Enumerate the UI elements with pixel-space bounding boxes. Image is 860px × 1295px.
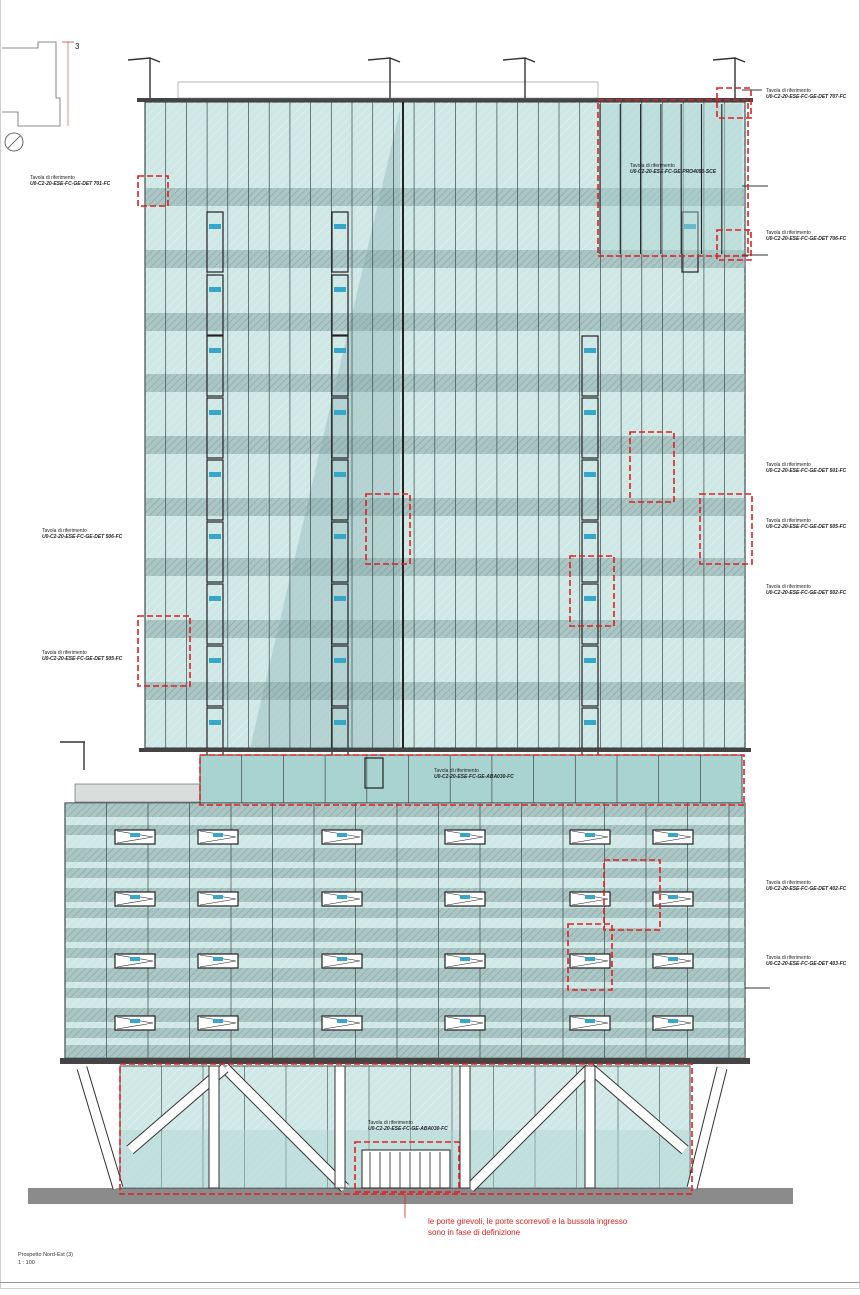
reference-label: Tavola di riferimento U0-C2-20-ESE-FC-GE-ABA030-FC <box>434 768 514 781</box>
reference-label: Tavola di riferimento U0-C2-20-ESE-FC-GE-DET 706-FC <box>766 230 847 243</box>
drawing-title-block <box>18 1252 73 1267</box>
reference-label: Tavola di riferimento U0-C2-20-ESE-FC-GE-ABA030-FC <box>368 1120 448 1133</box>
drawing-scale: 1 : 100 <box>18 1259 35 1266</box>
drawing-title: Prospetto Nord-Est (3) <box>18 1252 74 1258</box>
reference-label: Tavola di riferimento U0-C2-20-ESE-FC-GE-DET 707-FC <box>766 88 847 101</box>
reference-label: Tavola di riferimento U0-C2-20-ESE-FC-GE-DET 506-FC <box>42 528 123 541</box>
reference-label: Tavola di riferimento U0-C2-20-ESE-FC-GE-PRO4050-SCE <box>630 163 717 176</box>
reference-label: Tavola di riferimento U0-C2-20-ESE-FC-GE-DET 402-FC <box>766 880 847 893</box>
sheet-bottom-rule <box>0 1282 860 1283</box>
sheet-number: 3 <box>75 42 80 51</box>
entrance-note: le porte girevoli, le porte scorrevoli e la bussola ingresso sono in fase di definizione <box>428 1217 628 1237</box>
reference-label: Tavola di riferimento U0-C2-20-ESE-FC-GE-DET 501-FC <box>766 462 847 475</box>
reference-label: Tavola di riferimento U0-C2-20-ESE-FC-GE-DET 403-FC <box>766 955 847 968</box>
reference-label: Tavola di riferimento U0-C2-20-ESE-FC-GE-DET 505-FC <box>766 518 847 531</box>
reference-label: Tavola di riferimento U0-C2-20-ESE-FC-GE-DET 505-FC <box>42 650 123 663</box>
reference-label: Tavola di riferimento U0-C2-20-ESE-FC-GE-DET 502-FC <box>766 584 847 597</box>
reference-label: Tavola di riferimento U0-C2-20-ESE-FC-GE-DET 701-FC <box>30 175 111 188</box>
